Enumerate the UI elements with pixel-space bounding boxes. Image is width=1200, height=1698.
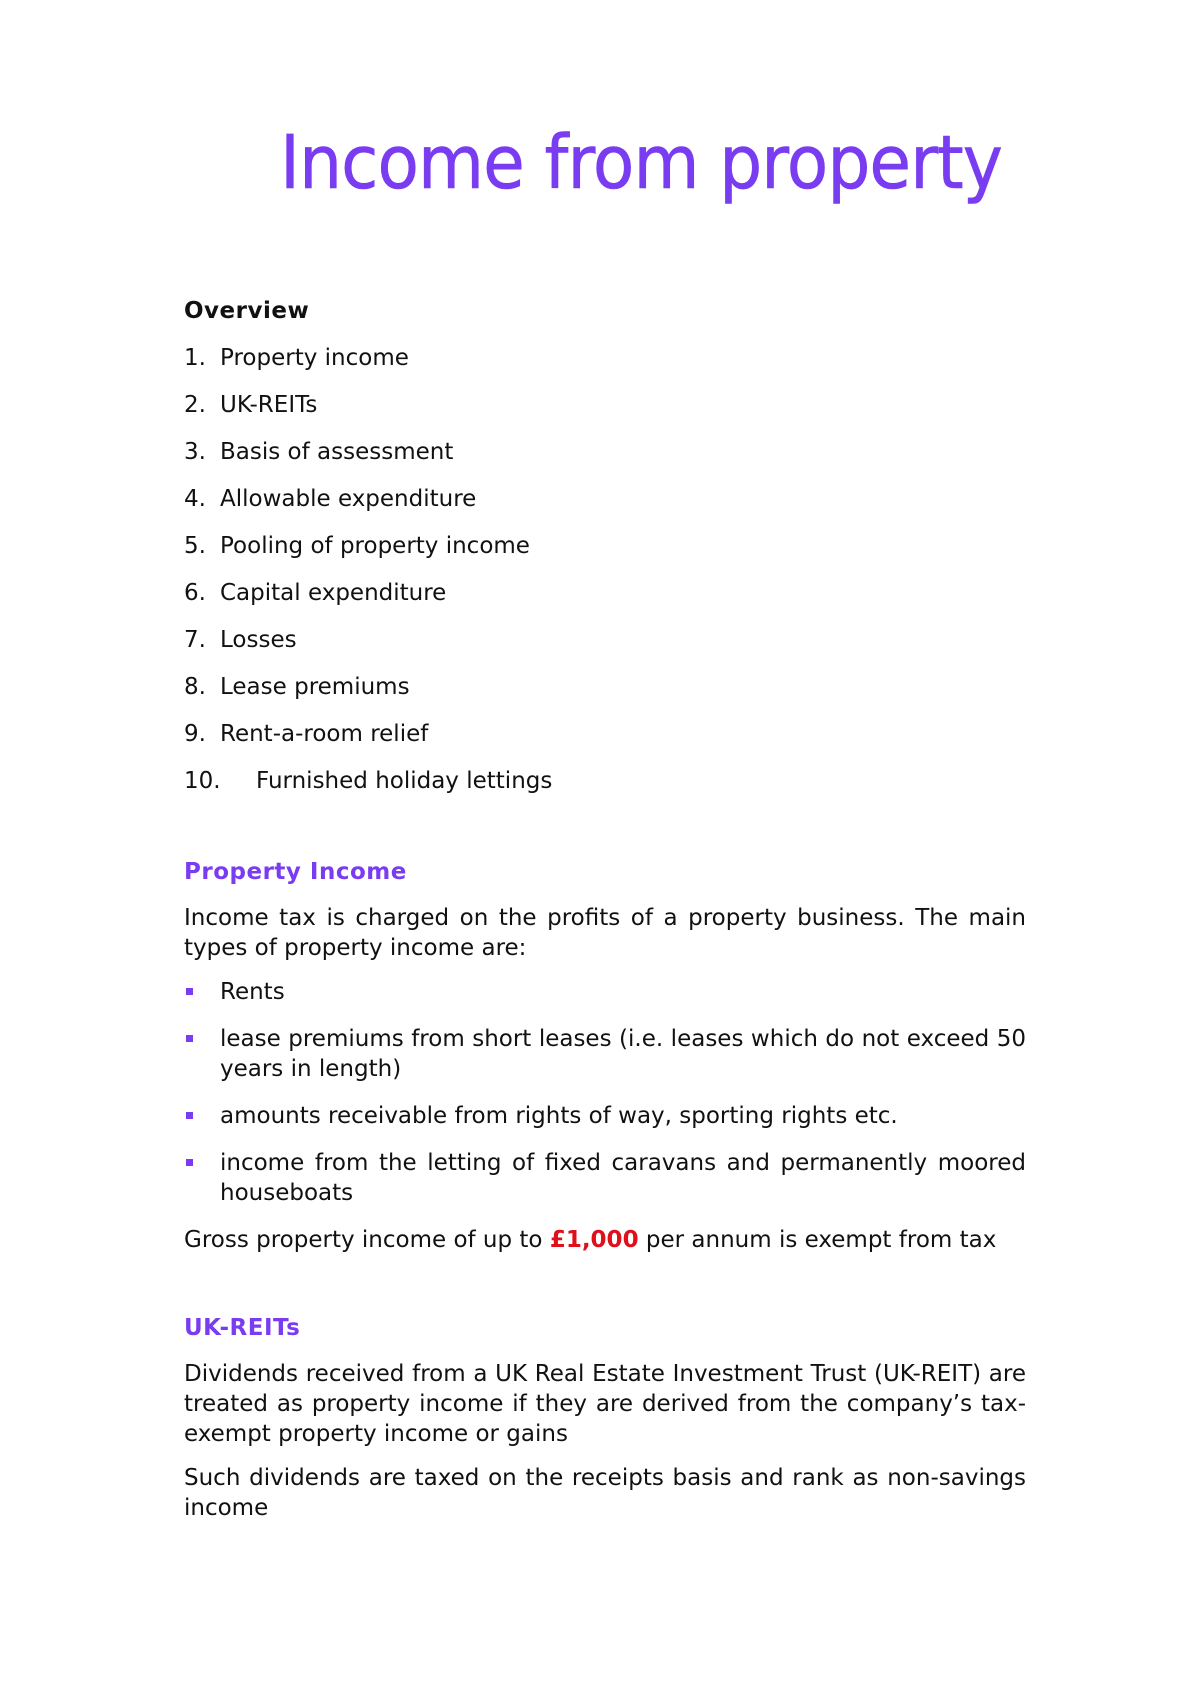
overview-item-number: 1. [184, 345, 206, 371]
property-income-types-list [184, 977, 1026, 1208]
overview-item-label: UK-REITs [220, 392, 318, 418]
overview-item-label: Lease premiums [220, 674, 410, 700]
overview-item-label: Allowable expenditure [220, 486, 477, 512]
square-bullet-icon [184, 1148, 220, 1208]
section-gap [184, 1269, 1026, 1313]
property-income-intro: Income tax is charged on the profits of a property business. The main types of property income are: [184, 905, 1026, 961]
list-item-text: income from the letting of fixed caravans and permanently moored houseboats [220, 1150, 1026, 1206]
exemption-paragraph [184, 1225, 1026, 1255]
overview-item-number: 2. [184, 392, 206, 418]
overview-item-label: Pooling of property income [220, 533, 530, 559]
overview-item-number: 6. [184, 580, 206, 606]
uk-reits-heading: UK-REITs [184, 1315, 301, 1341]
overview-item [184, 484, 1026, 514]
list-item-text: amounts receivable from rights of way, sporting rights etc. [220, 1103, 898, 1129]
overview-item-label: Rent-a-room relief [220, 721, 429, 747]
overview-item-label: Furnished holiday lettings [256, 768, 553, 794]
overview-item [184, 719, 1026, 749]
list-item [184, 977, 1026, 1007]
section-gap [184, 813, 1026, 857]
overview-item-number: 7. [184, 627, 206, 653]
overview-item [184, 437, 1026, 467]
overview-list [184, 343, 1026, 796]
handwritten-title [280, 110, 1020, 250]
overview-item [184, 766, 1026, 796]
page-title-text: Income from property [280, 120, 1002, 206]
uk-reits-paragraph-1: Dividends received from a UK Real Estate Investment Trust (UK-REIT) are treated as property income if they are derived from the company’s tax-exempt property income or gains [184, 1361, 1026, 1447]
overview-item-label: Basis of assessment [220, 439, 454, 465]
page-title [280, 110, 1020, 250]
square-bullet-icon [184, 1101, 220, 1131]
overview-item [184, 531, 1026, 561]
exemption-text-end: per annum is exempt from tax [638, 1227, 997, 1253]
overview-heading: Overview [184, 298, 310, 324]
overview-item [184, 390, 1026, 420]
overview-item [184, 625, 1026, 655]
overview-item-number: 4. [184, 486, 206, 512]
list-item-text: Rents [220, 979, 285, 1005]
list-item [184, 1148, 1026, 1208]
list-item-text: lease premiums from short leases (i.e. leases which do not exceed 50 years in length) [220, 1026, 1026, 1082]
overview-item-number: 9. [184, 721, 206, 747]
overview-item [184, 578, 1026, 608]
square-bullet-icon [184, 977, 220, 1007]
property-income-heading: Property Income [184, 859, 407, 885]
overview-item-label: Losses [220, 627, 297, 653]
overview-item-label: Capital expenditure [220, 580, 447, 606]
list-item [184, 1101, 1026, 1131]
uk-reits-paragraph-2: Such dividends are taxed on the receipts basis and rank as non-savings income [184, 1465, 1026, 1521]
list-item [184, 1024, 1026, 1084]
exemption-text-start: Gross property income of up to [184, 1227, 550, 1253]
overview-item-number: 10. [184, 768, 221, 794]
overview-item-number: 8. [184, 674, 206, 700]
overview-item [184, 672, 1026, 702]
square-bullet-icon [184, 1024, 220, 1084]
document-content [184, 296, 1026, 1537]
exemption-amount: £1,000 [549, 1227, 639, 1253]
overview-item-number: 5. [184, 533, 206, 559]
overview-item-label: Property income [220, 345, 409, 371]
overview-item-number: 3. [184, 439, 206, 465]
overview-item [184, 343, 1026, 373]
